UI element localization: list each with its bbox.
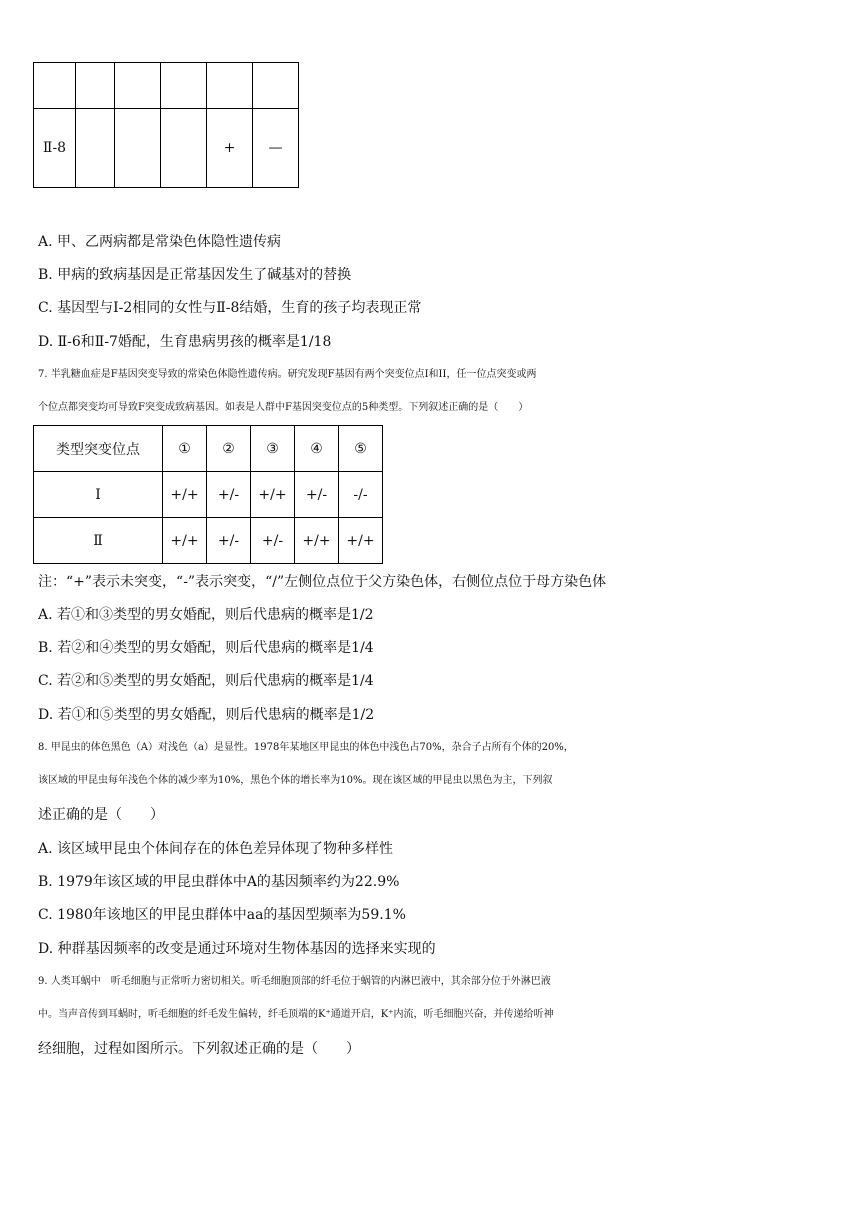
table-row — [34, 472, 383, 518]
q9-stem-line-3: 经细胞，过程如图所示。下列叙述正确的是（ ） — [38, 1041, 360, 1057]
q8-stem-line-2: 该区域的甲昆虫每年浅色个体的减少率为10%，黑色个体的增长率为10%。现在该区域的甲昆虫以黑色为主，下列叙 — [38, 775, 553, 786]
table-cell — [161, 109, 207, 188]
table-header-cell: ③ — [251, 426, 295, 472]
q6-option-c: C. 基因型与Ⅰ-2相同的女性与Ⅱ-8结婚，生育的孩子均表现正常 — [38, 300, 422, 316]
q6-option-a: A. 甲、乙两病都是常染色体隐性遗传病 — [38, 234, 282, 250]
table-cell: — — [253, 109, 299, 188]
q8-option-d: D. 种群基因频率的改变是通过环境对生物体基因的选择来实现的 — [38, 941, 436, 957]
table-cell: Ⅱ-8 — [34, 109, 76, 188]
q8-stem-line-3: 述正确的是（ ） — [38, 807, 164, 823]
table-cell: +/+ — [163, 518, 207, 564]
q8-option-c: C. 1980年该地区的甲昆虫群体中aa的基因型频率为59.1% — [38, 907, 406, 923]
table-cell — [34, 63, 76, 109]
table-cell — [115, 63, 161, 109]
table-cell: + — [207, 109, 253, 188]
table-cell — [253, 63, 299, 109]
q6-option-b: B. 甲病的致病基因是正常基因发生了碱基对的替换 — [38, 267, 352, 283]
table-cell — [76, 63, 115, 109]
table-header-cell: 类型突变位点 — [34, 426, 163, 472]
table-cell — [161, 63, 207, 109]
q7-option-a: A. 若①和③类型的男女婚配，则后代患病的概率是1/2 — [38, 607, 374, 623]
table-cell: +/- — [207, 518, 251, 564]
table-header-cell: ② — [207, 426, 251, 472]
q8-stem-line-1: 8. 甲昆虫的体色黑色（A）对浅色（a）是显性。1978年某地区甲昆虫的体色中浅色占70%，杂合子占所有个体的20%， — [38, 742, 574, 753]
table-cell — [76, 109, 115, 188]
q7-stem-line-2: 个位点都突变均可导致F突变成致病基因。如表是人群中F基因突变位点的5种类型。下列叙述正确的是（ ） — [38, 402, 529, 413]
table-cell: +/+ — [339, 518, 383, 564]
table-cell: +/- — [295, 472, 339, 518]
pedigree-result-table — [33, 62, 299, 188]
table-cell: +/+ — [251, 472, 295, 518]
q7-option-d: D. 若①和⑤类型的男女婚配，则后代患病的概率是1/2 — [38, 707, 375, 723]
table-header-cell: ⑤ — [339, 426, 383, 472]
table-cell: -/- — [339, 472, 383, 518]
mutation-type-table — [33, 425, 383, 564]
table-row — [34, 518, 383, 564]
table-cell: +/+ — [295, 518, 339, 564]
table-cell: Ⅱ — [34, 518, 163, 564]
table-cell: I — [34, 472, 163, 518]
q8-option-b: B. 1979年该区域的甲昆虫群体中A的基因频率约为22.9% — [38, 874, 400, 890]
table-cell: +/+ — [163, 472, 207, 518]
q7-stem-line-1: 7. 半乳糖血症是F基因突变导致的常染色体隐性遗传病。研究发现F基因有两个突变位点I和II，任一位点突变或两 — [38, 369, 537, 380]
q7-note: 注：“+”表示未突变，“-”表示突变，“/”左侧位点位于父方染色体，右侧位点位于母方染色体 — [38, 574, 607, 590]
table-header-cell: ① — [163, 426, 207, 472]
table-cell — [115, 109, 161, 188]
table-cell — [207, 63, 253, 109]
q9-stem-line-2: 中。当声音传到耳蜗时，听毛细胞的纤毛发生偏转，纤毛顶端的K⁺通道开启，K⁺内流，听毛细胞兴奋，并传递给听神 — [38, 1009, 554, 1020]
table-header-cell: ④ — [295, 426, 339, 472]
q9-stem-line-1: 9. 人类耳蜗中 听毛细胞与正常听力密切相关。听毛细胞顶部的纤毛位于蜗管的内淋巴液中，其余部分位于外淋巴液 — [38, 976, 551, 987]
q8-option-a: A. 该区域甲昆虫个体间存在的体色差异体现了物种多样性 — [38, 841, 394, 857]
q7-option-b: B. 若②和④类型的男女婚配，则后代患病的概率是1/4 — [38, 640, 374, 656]
table-cell: +/- — [207, 472, 251, 518]
table-row — [34, 109, 299, 188]
table-header-row — [34, 426, 383, 472]
table-row — [34, 63, 299, 109]
q7-option-c: C. 若②和⑤类型的男女婚配，则后代患病的概率是1/4 — [38, 673, 374, 689]
q6-option-d: D. Ⅱ-6和Ⅱ-7婚配，生育患病男孩的概率是1/18 — [38, 334, 332, 350]
table-cell: +/- — [251, 518, 295, 564]
